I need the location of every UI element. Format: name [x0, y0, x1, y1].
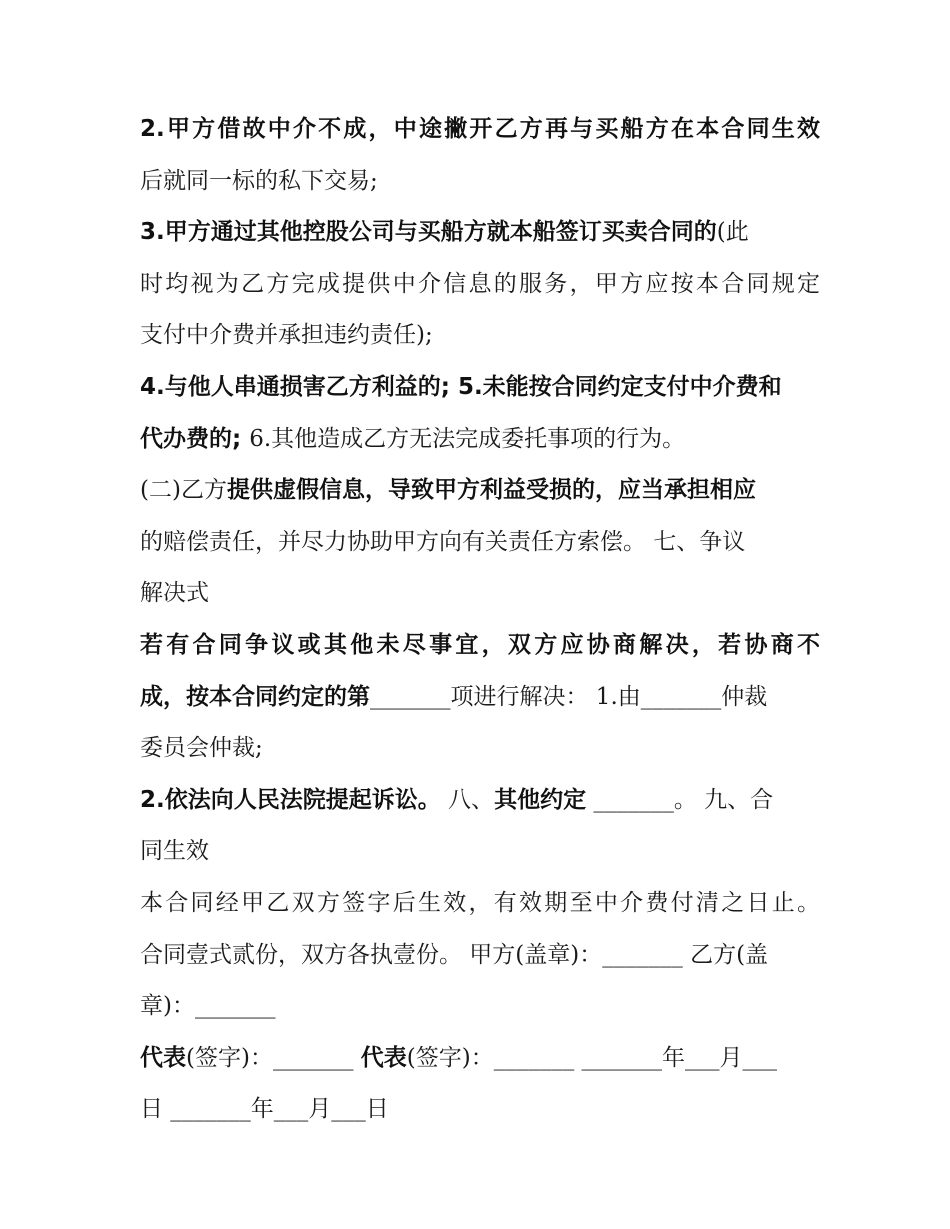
text-line — [140, 672, 820, 724]
text-segment: 提供虚假信息，导致甲方利益受损的，应当承担相应 — [226, 477, 756, 504]
text-line — [140, 878, 820, 930]
text-segment: 若有合同争议或其他未尽事宜，双方应协商解决，若协商不 — [140, 631, 820, 658]
text-line — [140, 465, 820, 517]
text-line — [140, 156, 820, 208]
text-line — [140, 930, 820, 982]
text-segment: 时均视为乙方完成提供中介信息的服务，甲方应按本合同规定 — [140, 270, 820, 297]
text-line — [140, 775, 820, 827]
text-segment: 支付中介费并承担违约责任); — [140, 322, 433, 349]
text-segment: 八、 — [440, 786, 495, 813]
text-segment: 本合同经甲乙双方签字后生效，有效期至中介费付清之日止。 — [140, 889, 820, 916]
text-line — [140, 414, 820, 466]
text-line — [140, 207, 820, 259]
text-segment: 同生效 — [140, 838, 209, 865]
document-page — [140, 104, 820, 1136]
text-segment: 解决式 — [140, 580, 209, 607]
text-line — [140, 259, 820, 311]
text-segment: (签字)：_______ _______年___月___ — [406, 1044, 778, 1071]
text-segment: 日 _______年___月___日 — [140, 1096, 389, 1123]
text-segment: 3.甲方通过其他控股公司与买船方就本船签订买卖合同的 — [140, 219, 717, 246]
text-line — [140, 517, 820, 569]
text-segment: 6.其他造成乙方无法完成委托事项的行为。 — [249, 425, 686, 452]
text-segment: 代表 — [140, 1044, 186, 1071]
text-line — [140, 981, 820, 1033]
text-line — [140, 826, 820, 878]
text-line — [140, 620, 820, 672]
text-segment: 2.依法向人民法院提起诉讼。 — [140, 786, 441, 813]
text-segment: 合同壹式贰份，双方各执壹份。 甲方(盖章)：_______ 乙方(盖 — [140, 941, 769, 968]
text-segment: 代办费的; — [140, 425, 250, 452]
text-line — [140, 723, 820, 775]
text-segment: (签字)：_______ — [186, 1044, 361, 1071]
text-segment: 2.甲方借故中介不成，中途撇开乙方再与买船方在本合同生效 — [140, 116, 820, 142]
text-line — [140, 568, 820, 620]
text-segment: 4.与他人串通损害乙方利益的; 5.未能按合同约定支付中介费和 — [140, 373, 782, 400]
text-segment: (此 — [716, 219, 749, 246]
text-segment: 后就同一标的私下交易; — [140, 167, 378, 194]
text-line — [140, 1033, 820, 1085]
text-segment: 委员会仲裁; — [140, 735, 263, 762]
text-segment: 章)：_______ — [140, 993, 276, 1020]
text-segment: 代表 — [360, 1044, 407, 1071]
text-line — [140, 104, 820, 156]
text-segment: 其他约定 — [494, 786, 587, 813]
text-line — [140, 362, 820, 414]
text-line — [140, 1084, 820, 1136]
text-segment: _______。 九、合 — [586, 786, 774, 813]
text-segment: 成，按本合同约定的第 — [140, 683, 370, 710]
text-segment: _______项进行解决： 1.由_______仲裁 — [370, 683, 768, 710]
text-line — [140, 310, 820, 362]
text-segment: 的赔偿责任，并尽力协助甲方向有关责任方索偿。 七、争议 — [140, 528, 746, 555]
text-segment: (二)乙方 — [140, 477, 227, 504]
